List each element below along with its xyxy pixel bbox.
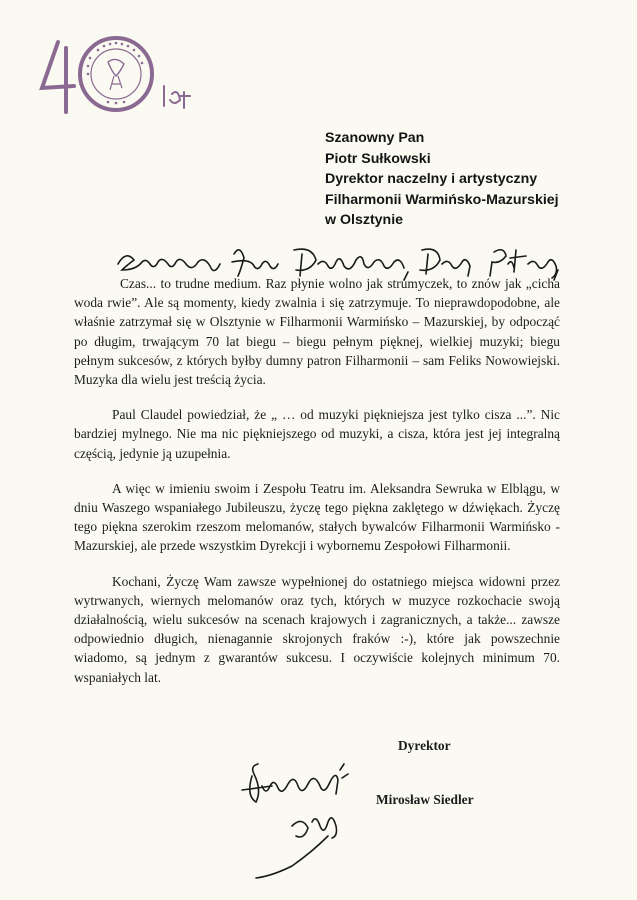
signature-title: Dyrektor [398,738,451,753]
paragraph-1-text: Czas... to trudne medium. Raz płynie wolno jak strumyczek, to znów jak „cicha woda rwie”. Ale są momenty, kiedy zwalnia i się zatrzymuje. To nieprawdopodobne, ale właśnie zatrzymał się w Olsztynie w Filharmonii Warmińsko – Mazurskiej, by odpocząć po długim, trwającym 70 lat biegu – biegu pełnym pięknej, wielkiej muzyki; biegu pełnym sukcesów, z których byłby dumny patron Filharmonii – sam Feliks Nowowiejski. Muzyka dla wielu jest treścią życia. [74,276,560,388]
recipient-name: Piotr Sułkowski [325,150,431,167]
paragraph-2: Paul Claudel powiedział, że „ … od muzyki piękniejsza jest tylko cisza ...”. Nic bardziej mylnego. Nie ma nic piękniejszego od muzyki, a cisza, która jest jej integralną częścią, jedynie ją uzupełnia. [74,407,560,461]
recipient-position: Dyrektor naczelny i artystyczny [325,171,538,188]
paragraph-1 [74,274,560,389]
anniversary-stamp [28,28,218,118]
seal-icon [28,28,218,118]
signatory-name: Mirosław Siedler [376,792,474,807]
paragraph-4: Kochani, Życzę Wam zawsze wypełnionej do ostatniego miejsca widowni przez wytrwanych, wiernych melomanów oraz tych, których w muzyce rozkochacie swoją działalnością, wielu sukcesów na scenach krajowych i zagranicznych, a także... zawsze odpowiednio długich, nienagannie skrojonych fraków :-), które jak powszechnie wiadomo, są jednym z gwarantów sukcesu. I oczywiście kolejnych minimum 70. wspaniałych lat. [74,573,560,685]
recipient-address [325,128,559,231]
address-salutation-line: Szanowny Pan [325,130,425,146]
signature-icon [232,756,362,882]
letter-body [74,274,560,703]
paragraph-3: A więc w imieniu swoim i Zespołu Teatru im. Aleksandra Sewruka w Elblągu, w dniu Waszego wspaniałego Jubileuszu, życzę tego piękna zaklętego w dźwiękach. Życzę tego piękna szerokim rzeszom melomanów, stałych bywalców Filharmonii Warmińsko - Mazurskiej, ale przede wszystkim Dyrekcji i wybornemu Zespołowi Filharmonii. [74,480,560,554]
recipient-institution: Filharmonii Warmińsko-Mazurskiej [325,191,559,208]
handwritten-signature [232,756,362,882]
recipient-city: w Olsztynie [325,212,404,229]
